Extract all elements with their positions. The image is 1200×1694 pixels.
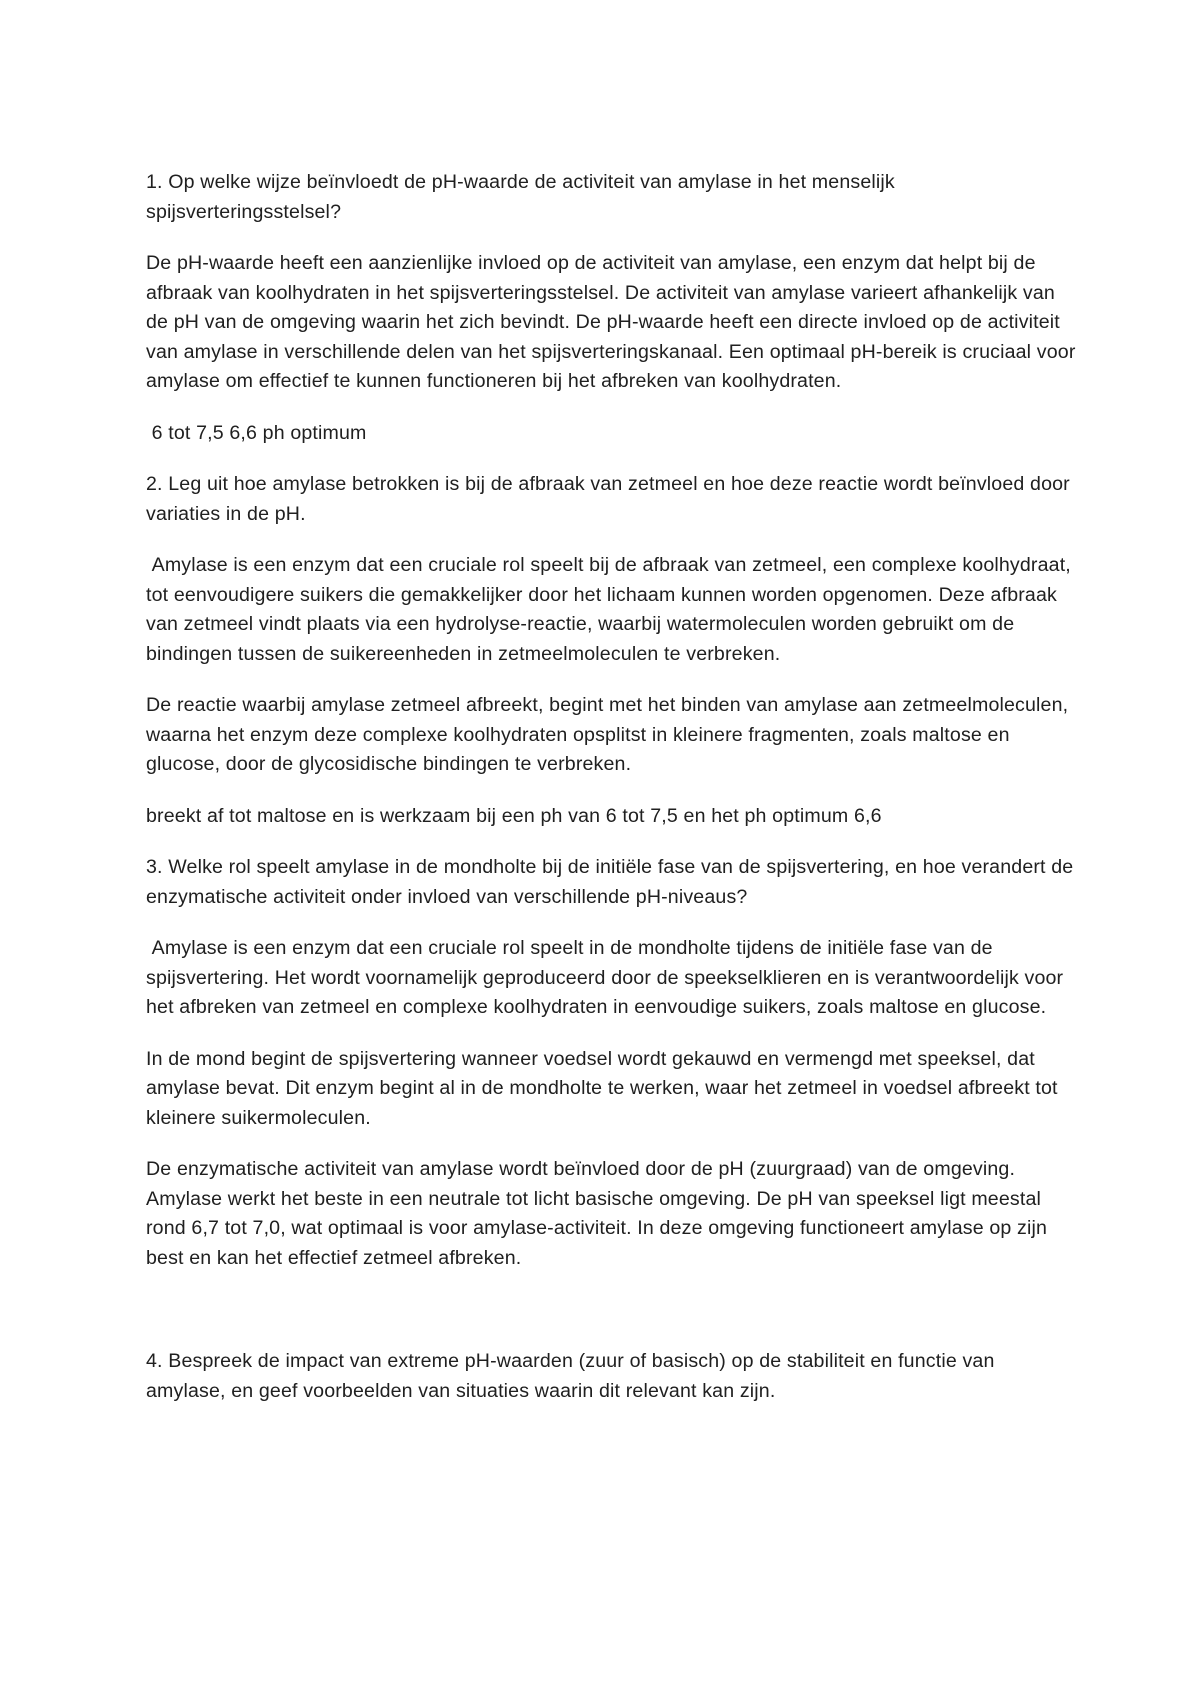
answer-3-paragraph-3: De enzymatische activiteit van amylase wordt beïnvloed door de pH (zuurgraad) van de omgeving. Amylase werkt het beste in een neutrale tot licht basische omgeving. De pH van speeksel ligt meestal rond 6,7 tot 7,0, wat optimaal is voor amylase-activiteit. In deze omgeving functioneert amylase op zijn best en kan het effectief zetmeel afbreken.	[146, 1158, 1053, 1269]
question-1: 1. Op welke wijze beïnvloedt de pH-waarde de activiteit van amylase in het menselijk spijsverteringsstelsel?	[146, 171, 901, 223]
question-3: 3. Welke rol speelt amylase in de mondholte bij de initiële fase van de spijsvertering, en hoe verandert de enzymatische activiteit onder invloed van verschillende pH-niveaus?	[146, 856, 1079, 908]
answer-2-paragraph-2: De reactie waarbij amylase zetmeel afbreekt, begint met het binden van amylase aan zetmeelmoleculen, waarna het enzym deze complexe koolhydraten opsplitst in kleinere fragmenten, zoals maltose en glucose, door de glycosidische bindingen te verbreken.	[146, 694, 1074, 775]
question-4: 4. Bespreek de impact van extreme pH-waarden (zuur of basisch) op de stabiliteit en functie van amylase, en geef voorbeelden van situaties waarin dit relevant kan zijn.	[146, 1350, 1001, 1402]
answer-2-note: breekt af tot maltose en is werkzaam bij een ph van 6 tot 7,5 en het ph optimum 6,6	[146, 804, 882, 827]
answer-1-paragraph: De pH-waarde heeft een aanzienlijke invloed op de activiteit van amylase, een enzym dat helpt bij de afbraak van koolhydraten in het spijsverteringsstelsel. De activiteit van amylase varieert afhankelijk van de pH van de omgeving waarin het zich bevindt. De pH-waarde heeft een directe invloed op de activiteit van amylase in verschillende delen van het spijsverteringskanaal. Een optimaal pH-bereik is cruciaal voor amylase om effectief te kunnen functioneren bij het afbreken van koolhydraten.	[146, 252, 1082, 392]
blank-space	[146, 1295, 1076, 1347]
answer-2-paragraph-1: Amylase is een enzym dat een cruciale rol speelt bij de afbraak van zetmeel, een complexe koolhydraat, tot eenvoudigere suikers die gemakkelijker door het lichaam kunnen worden opgenomen. Deze afbraak van zetmeel vindt plaats via een hydrolyse-reactie, waarbij watermoleculen worden gebruikt om de bindingen tussen de suikereenheden in zetmeelmoleculen te verbreken.	[146, 554, 1077, 665]
document-body	[146, 168, 1082, 1428]
answer-3-paragraph-2: In de mond begint de spijsvertering wanneer voedsel wordt gekauwd en vermengd met speeksel, dat amylase bevat. Dit enzym begint al in de mondholte te werken, waar het zetmeel in voedsel afbreekt tot kleinere suikermoleculen.	[146, 1047, 1064, 1129]
answer-1-note: 6 tot 7,5 6,6 ph optimum	[146, 421, 367, 444]
answer-3-paragraph-1: Amylase is een enzym dat een cruciale rol speelt in de mondholte tijdens de initiële fase van de spijsvertering. Het wordt voornamelijk geproduceerd door de speekselklieren en is verantwoordelijk voor het afbreken van zetmeel en complexe koolhydraten in eenvoudige suikers, zoals maltose en glucose.	[146, 937, 1069, 1018]
question-2: 2. Leg uit hoe amylase betrokken is bij de afbraak van zetmeel en hoe deze reactie wordt beïnvloed door variaties in de pH.	[146, 473, 1076, 525]
